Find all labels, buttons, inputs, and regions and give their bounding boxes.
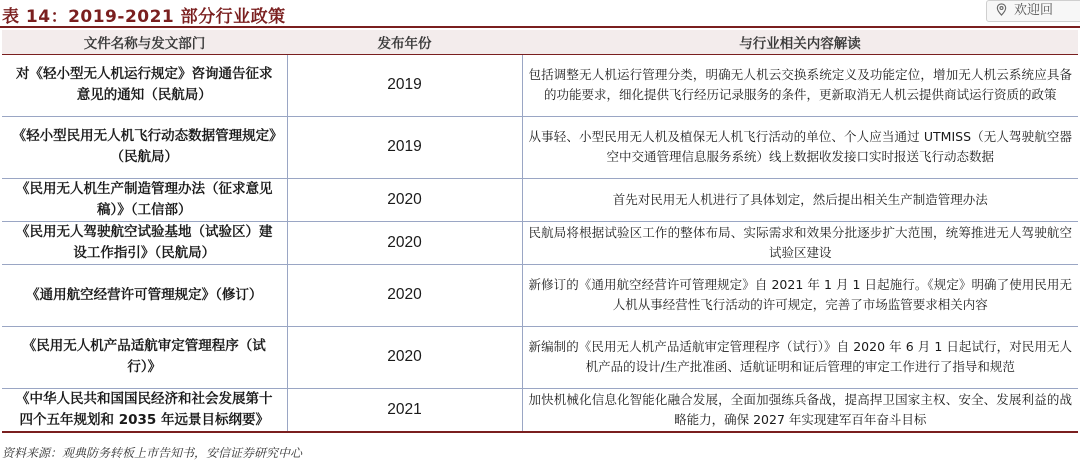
table-row — [2, 178, 1078, 221]
cell-interpretation: 包括调整无人机运行管理分类，明确无人机云交换系统定义及功能定位，增加无人机云系统应具备的功能要求，细化提供飞行经历记录服务的条件，更新取消无人机云提供商试运行资质的政策 — [522, 54, 1078, 116]
cell-year: 2020 — [287, 178, 522, 221]
cell-interpretation: 民航局将根据试验区工作的整体布局、实际需求和效果分批逐步扩大范围，统筹推进无人驾驶航空试验区建设 — [522, 221, 1078, 264]
table-row — [2, 221, 1078, 264]
source-note: 资料来源：观典防务转板上市告知书，安信证券研究中心 — [2, 446, 303, 460]
location-pin-icon — [995, 3, 1008, 16]
welcome-label: 欢迎回 — [1014, 3, 1054, 18]
cell-document: 《民用无人驾驶航空试验基地（试验区）建设工作指引》（民航局） — [2, 221, 287, 264]
table-row — [2, 264, 1078, 326]
column-header-document: 文件名称与发文部门 — [2, 30, 287, 54]
cell-year: 2020 — [287, 264, 522, 326]
cell-interpretation: 新修订的《通用航空经营许可管理规定》自 2021 年 1 月 1 日起施行。《规定》明确了使用民用无人机从事经营性飞行活动的许可规定，完善了市场监管要求相关内容 — [522, 264, 1078, 326]
table-row — [2, 54, 1078, 116]
policy-table — [2, 30, 1078, 433]
cell-interpretation: 新编制的《民用无人机产品适航审定管理程序（试行）》自 2020 年 6 月 1 日起试行，对民用无人机产品的设计/生产批准函、适航证明和证后管理的审定工作进行了指导和规范 — [522, 326, 1078, 388]
cell-year: 2019 — [287, 116, 522, 178]
column-header-interpretation: 与行业相关内容解读 — [522, 30, 1078, 54]
cell-year: 2020 — [287, 221, 522, 264]
table-row — [2, 116, 1078, 178]
table-title: 表 14：2019-2021 部分行业政策 — [2, 7, 286, 27]
cell-interpretation: 从事轻、小型民用无人机及植保无人机飞行活动的单位、个人应当通过 UTMISS（无人驾驶航空器空中交通管理信息服务系统）线上数据收发接口实时报送飞行动态数据 — [522, 116, 1078, 178]
table-header-row — [2, 30, 1078, 54]
cell-document: 《轻小型民用无人机飞行动态数据管理规定》（民航局） — [2, 116, 287, 178]
cell-year: 2019 — [287, 54, 522, 116]
cell-interpretation: 首先对民用无人机进行了具体划定，然后提出相关生产制造管理办法 — [522, 178, 1078, 221]
cell-document: 对《轻小型无人机运行规定》咨询通告征求意见的通知（民航局） — [2, 54, 287, 116]
cell-interpretation: 加快机械化信息化智能化融合发展，全面加强练兵备战，提高捍卫国家主权、安全、发展利益的战略能力，确保 2027 年实现建军百年奋斗目标 — [522, 388, 1078, 432]
cell-document: 《中华人民共和国国民经济和社会发展第十四个五年规划和 2035 年远景目标纲要》 — [2, 388, 287, 432]
column-header-year: 发布年份 — [287, 30, 522, 54]
table-row — [2, 326, 1078, 388]
cell-document: 《通用航空经营许可管理规定》（修订） — [2, 264, 287, 326]
cell-document: 《民用无人机产品适航审定管理程序（试行）》 — [2, 326, 287, 388]
title-bar — [0, 0, 1080, 28]
table-row — [2, 388, 1078, 432]
cell-year: 2021 — [287, 388, 522, 432]
welcome-button[interactable] — [986, 0, 1080, 22]
cell-year: 2020 — [287, 326, 522, 388]
cell-document: 《民用无人机生产制造管理办法（征求意见稿）》（工信部） — [2, 178, 287, 221]
